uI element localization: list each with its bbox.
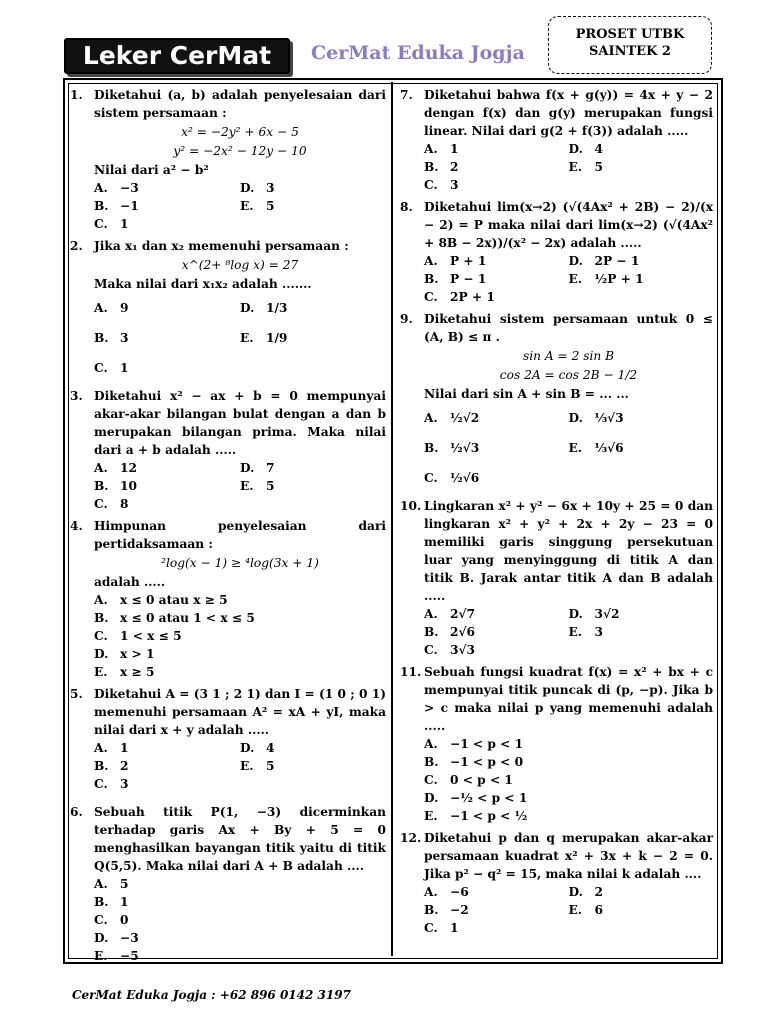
option-value: 3: [120, 331, 129, 345]
option-value: 6: [594, 903, 603, 917]
option-value: 2√7: [450, 607, 475, 621]
math-expression: cos 2A = cos 2B − 1/2: [499, 368, 638, 382]
math-expression: ²log(x − 1) ≥ ⁴log(3x + 1): [161, 556, 319, 570]
option-letter: E.: [240, 199, 254, 213]
option-value: 7: [266, 461, 275, 475]
question-body: [94, 803, 386, 965]
option-letter: A.: [94, 461, 108, 475]
option-letter: D.: [568, 254, 583, 268]
question-stem: Himpunan penyelesaian dari pertidaksamaan :: [94, 519, 386, 551]
question: [70, 685, 386, 793]
option-letter: C.: [424, 178, 438, 192]
question-body: [424, 663, 713, 825]
question-number: 11.: [400, 665, 422, 679]
option-value: 1: [120, 361, 129, 375]
option-value: 4: [594, 142, 603, 156]
answer-options: [424, 883, 713, 937]
option-letter: B.: [94, 331, 109, 345]
option-letter: B.: [424, 625, 439, 639]
question-stem: Jika x₁ dan x₂ memenuhi persamaan :: [94, 239, 349, 253]
column-divider: [391, 82, 393, 956]
question-prompt: Nilai dari a² − b²: [94, 163, 209, 177]
question-number: 12.: [400, 831, 422, 845]
answer-option[interactable]: [94, 353, 240, 383]
option-letter: E.: [568, 441, 583, 455]
option-letter: D.: [568, 885, 583, 899]
option-letter: D.: [568, 411, 583, 425]
exam-badge: [548, 16, 712, 74]
option-value: 1: [450, 142, 459, 156]
option-letter: E.: [568, 272, 583, 286]
question: [400, 663, 713, 825]
option-value: ½P + 1: [594, 272, 644, 286]
option-value: 1 < x ≤ 5: [120, 629, 182, 643]
left-column: [70, 86, 386, 967]
option-letter: A.: [424, 607, 438, 621]
option-value: 1/9: [266, 331, 288, 345]
answer-option[interactable]: [569, 901, 714, 919]
question-body: [94, 517, 386, 681]
option-value: x ≤ 0 atau 1 < x ≤ 5: [120, 611, 255, 625]
answer-option[interactable]: [94, 893, 386, 911]
math-expression: y² = −2x² − 12y − 10: [173, 144, 307, 158]
question-body: [94, 237, 386, 383]
option-letter: B.: [94, 199, 109, 213]
answer-option[interactable]: [94, 663, 386, 681]
option-letter: B.: [94, 479, 109, 493]
option-letter: C.: [94, 361, 108, 375]
option-value: x ≥ 5: [120, 665, 155, 679]
option-value: 1: [120, 217, 129, 231]
question: [400, 497, 713, 659]
answer-option[interactable]: [94, 215, 240, 233]
question-number: 9.: [400, 312, 413, 326]
option-letter: D.: [240, 181, 255, 195]
answer-option[interactable]: [94, 591, 386, 609]
question-stem: Diketahui (a, b) adalah penyelesaian dari sistem persamaan :: [94, 88, 386, 120]
question-stem: Diketahui lim(x→2) (√(4Ax² + 2B) − 2)/(x − 2) = P maka nilai dari lim(x→2) (√(4Ax² + 8B − 2x))/(x² − 2x) adalah .....: [424, 200, 713, 250]
footer-contact: CerMat Eduka Jogja : +62 896 0142 3197: [72, 988, 351, 1002]
answer-options: [94, 739, 386, 793]
option-letter: D.: [240, 741, 255, 755]
answer-option[interactable]: [424, 623, 569, 641]
option-letter: C.: [424, 290, 438, 304]
option-value: 1/3: [266, 301, 288, 315]
question-number: 6.: [70, 805, 83, 819]
question-stem: Diketahui A = (3 1 ; 2 1) dan I = (1 0 ; 0 1) memenuhi persamaan A² = xA + yI, maka nilai dari x + y adalah .....: [94, 687, 386, 737]
option-letter: A.: [424, 254, 438, 268]
answer-option[interactable]: [240, 293, 386, 323]
option-value: −5: [120, 949, 139, 963]
answer-option[interactable]: [424, 158, 569, 176]
answer-option[interactable]: [94, 477, 240, 495]
answer-options: [94, 293, 386, 383]
option-value: 3: [120, 777, 129, 791]
question-stem: Diketahui sistem persamaan untuk 0 ≤ (A, B) ≤ π .: [424, 312, 713, 344]
question: [70, 803, 386, 965]
option-value: 5: [120, 877, 129, 891]
answer-option[interactable]: [94, 775, 240, 793]
answer-option[interactable]: [424, 463, 569, 493]
option-value: 5: [266, 479, 275, 493]
answer-option[interactable]: [240, 197, 386, 215]
question-number: 5.: [70, 687, 83, 701]
question: [400, 86, 713, 194]
option-value: ½√3: [450, 441, 480, 455]
question: [400, 310, 713, 493]
question-prompt: adalah .....: [94, 575, 166, 589]
answer-option[interactable]: [569, 140, 714, 158]
option-value: 0 < p < 1: [450, 773, 513, 787]
badge-line-1: PROSET UTBK: [575, 27, 685, 42]
question-number: 3.: [70, 389, 83, 403]
answer-option[interactable]: [94, 645, 386, 663]
answer-option[interactable]: [94, 609, 386, 627]
option-letter: D.: [568, 142, 583, 156]
option-value: x ≤ 0 atau x ≥ 5: [120, 593, 228, 607]
badge-line-2: SAINTEK 2: [589, 44, 671, 59]
option-value: ½√6: [450, 471, 480, 485]
option-value: 10: [120, 479, 137, 493]
answer-option[interactable]: [240, 757, 386, 775]
question-body: [424, 497, 713, 659]
option-letter: D.: [240, 301, 255, 315]
option-letter: C.: [424, 773, 438, 787]
question-body: [424, 829, 713, 937]
answer-option[interactable]: [240, 179, 386, 197]
option-letter: D.: [568, 607, 583, 621]
option-letter: E.: [424, 809, 438, 823]
math-expression: sin A = 2 sin B: [522, 349, 615, 363]
option-letter: A.: [424, 411, 438, 425]
answer-option[interactable]: [569, 252, 714, 270]
question: [70, 237, 386, 383]
answer-option[interactable]: [94, 293, 240, 323]
option-letter: A.: [94, 593, 108, 607]
answer-option[interactable]: [424, 901, 569, 919]
option-letter: A.: [94, 741, 108, 755]
answer-option[interactable]: [240, 739, 386, 757]
answer-options: [424, 605, 713, 659]
answer-options: [94, 875, 386, 965]
option-value: ⅓√6: [594, 441, 624, 455]
answer-option[interactable]: [424, 753, 713, 771]
option-value: 2: [594, 885, 603, 899]
question-stem: Sebuah fungsi kuadrat f(x) = x² + bx + c mempunyai titik puncak di (p, −p). Jika b > c maka nilai p yang memenuhi adalah .....: [424, 665, 713, 733]
option-letter: E.: [94, 949, 108, 963]
option-letter: B.: [94, 895, 109, 909]
option-value: 2P − 1: [594, 254, 640, 268]
option-letter: A.: [94, 877, 108, 891]
option-letter: A.: [424, 737, 438, 751]
option-value: −6: [450, 885, 469, 899]
option-value: 3√3: [450, 643, 475, 657]
option-value: 1: [450, 921, 459, 935]
option-letter: D.: [94, 931, 109, 945]
option-value: 2√6: [450, 625, 475, 639]
answer-options: [424, 252, 713, 306]
question-number: 7.: [400, 88, 413, 102]
option-letter: B.: [94, 611, 109, 625]
answer-option[interactable]: [569, 158, 714, 176]
answer-option[interactable]: [94, 627, 386, 645]
question-number: 2.: [70, 239, 83, 253]
answer-options: [94, 179, 386, 233]
option-value: 1: [120, 741, 129, 755]
answer-option[interactable]: [94, 459, 240, 477]
answer-options: [424, 403, 713, 493]
question-number: 8.: [400, 200, 413, 214]
option-value: −1 < p < ½: [450, 809, 528, 823]
option-value: 4: [266, 741, 275, 755]
option-value: 12: [120, 461, 137, 475]
answer-option[interactable]: [240, 459, 386, 477]
option-value: 3: [594, 625, 603, 639]
right-column: [400, 86, 713, 939]
option-value: 3: [450, 178, 459, 192]
question-body: [94, 86, 386, 233]
question-body: [424, 86, 713, 194]
answer-option[interactable]: [94, 197, 240, 215]
option-value: 5: [594, 160, 603, 174]
question-number: 4.: [70, 519, 83, 533]
option-value: −3: [120, 181, 139, 195]
question-body: [424, 310, 713, 493]
option-value: 2: [450, 160, 459, 174]
option-value: −1 < p < 1: [450, 737, 524, 751]
answer-options: [424, 735, 713, 825]
option-value: P + 1: [450, 254, 487, 268]
question: [400, 198, 713, 306]
answer-option[interactable]: [424, 140, 569, 158]
option-letter: E.: [568, 625, 583, 639]
option-value: 2P + 1: [450, 290, 495, 304]
answer-option[interactable]: [424, 270, 569, 288]
answer-option[interactable]: [569, 623, 714, 641]
answer-option[interactable]: [424, 735, 713, 753]
option-value: 5: [266, 759, 275, 773]
question: [400, 829, 713, 937]
option-value: −1: [120, 199, 139, 213]
answer-options: [424, 140, 713, 194]
option-letter: C.: [94, 497, 108, 511]
question-stem: Sebuah titik P(1, −3) dicerminkan terhadap garis Ax + By + 5 = 0 menghasilkan bayangan titik yaitu di titik Q(5,5). Maka nilai dari A + B adalah ....: [94, 805, 386, 873]
option-letter: A.: [94, 301, 108, 315]
option-letter: E.: [568, 903, 583, 917]
option-value: −1 < p < 0: [450, 755, 524, 769]
brand-title: CerMat Eduka Jogja: [311, 42, 525, 64]
option-letter: B.: [424, 272, 439, 286]
answer-option[interactable]: [424, 919, 569, 937]
option-value: 3√2: [594, 607, 620, 621]
answer-option[interactable]: [240, 323, 386, 353]
option-value: −3: [120, 931, 139, 945]
answer-option[interactable]: [94, 947, 386, 965]
answer-option[interactable]: [94, 323, 240, 353]
option-letter: C.: [94, 777, 108, 791]
option-value: ⅓√3: [594, 411, 624, 425]
option-value: ½√2: [450, 411, 480, 425]
answer-option[interactable]: [424, 403, 569, 433]
option-letter: A.: [424, 885, 438, 899]
logo: Leker CerMat: [64, 38, 290, 74]
option-value: −½ < p < 1: [450, 791, 528, 805]
option-letter: B.: [424, 903, 439, 917]
question-stem: Diketahui bahwa f(x + g(y)) = 4x + y − 2 dengan f(x) dan g(y) merupakan fungsi linear. Nilai dari g(2 + f(3)) adalah .....: [424, 88, 713, 138]
option-letter: B.: [424, 755, 439, 769]
option-letter: E.: [240, 479, 254, 493]
option-value: 2: [120, 759, 129, 773]
option-letter: A.: [424, 142, 438, 156]
question-body: [94, 387, 386, 513]
answer-option[interactable]: [424, 605, 569, 623]
option-letter: B.: [94, 759, 109, 773]
option-letter: E.: [94, 665, 108, 679]
answer-option[interactable]: [94, 179, 240, 197]
option-value: 8: [120, 497, 129, 511]
option-letter: E.: [240, 759, 254, 773]
answer-option[interactable]: [94, 911, 386, 929]
answer-options: [94, 459, 386, 513]
question-number: 10.: [400, 499, 422, 513]
math-expression: x^(2+ ⁸log x) = 27: [181, 258, 299, 272]
answer-option[interactable]: [240, 477, 386, 495]
option-value: 9: [120, 301, 129, 315]
answer-option[interactable]: [424, 252, 569, 270]
question: [70, 517, 386, 681]
option-value: 0: [120, 913, 129, 927]
option-letter: D.: [424, 791, 439, 805]
question-body: [424, 198, 713, 306]
question-stem: Lingkaran x² + y² − 6x + 10y + 25 = 0 dan lingkaran x² + y² + 2x + 2y − 23 = 0 memiliki garis singgung persekutuan luar yang menyinggung di titik A dan titik B. Jarak antar titik A dan B adalah .....: [424, 499, 713, 603]
option-letter: C.: [94, 629, 108, 643]
question-stem: Diketahui x² − ax + b = 0 mempunyai akar-akar bilangan bulat dengan a dan b merupakan bilangan prima. Maka nilai dari a + b adalah .....: [94, 389, 386, 457]
option-letter: C.: [94, 217, 108, 231]
answer-option[interactable]: [424, 288, 569, 306]
question-stem: Diketahui p dan q merupakan akar-akar persamaan kuadrat x² + 3x + k − 2 = 0. Jika p² − q² = 15, maka nilai k adalah ....: [424, 831, 713, 881]
answer-option[interactable]: [424, 807, 713, 825]
answer-option[interactable]: [94, 929, 386, 947]
option-letter: D.: [94, 647, 109, 661]
answer-option[interactable]: [94, 757, 240, 775]
option-letter: C.: [424, 643, 438, 657]
answer-option[interactable]: [424, 176, 569, 194]
answer-option[interactable]: [569, 403, 714, 433]
option-value: 3: [266, 181, 275, 195]
question-prompt: Nilai dari sin A + sin B = ... ...: [424, 387, 629, 401]
answer-option[interactable]: [424, 641, 569, 659]
question: [70, 86, 386, 233]
answer-option[interactable]: [569, 605, 714, 623]
math-expression: x² = −2y² + 6x − 5: [181, 125, 299, 139]
question-prompt: Maka nilai dari x₁x₂ adalah .......: [94, 277, 312, 291]
option-letter: C.: [424, 921, 438, 935]
option-value: 1: [120, 895, 129, 909]
answer-option[interactable]: [569, 883, 714, 901]
question: [70, 387, 386, 513]
option-letter: B.: [424, 160, 439, 174]
answer-option[interactable]: [569, 270, 714, 288]
option-value: P − 1: [450, 272, 487, 286]
option-value: −2: [450, 903, 469, 917]
answer-option[interactable]: [424, 883, 569, 901]
answer-options: [94, 591, 386, 681]
option-letter: A.: [94, 181, 108, 195]
option-letter: D.: [240, 461, 255, 475]
option-value: x > 1: [120, 647, 155, 661]
answer-option[interactable]: [424, 771, 713, 789]
option-letter: B.: [424, 441, 439, 455]
option-value: 5: [266, 199, 275, 213]
answer-option[interactable]: [94, 495, 240, 513]
answer-option[interactable]: [569, 433, 714, 463]
option-letter: E.: [240, 331, 254, 345]
option-letter: E.: [568, 160, 583, 174]
answer-option[interactable]: [424, 789, 713, 807]
question-body: [94, 685, 386, 793]
option-letter: C.: [424, 471, 438, 485]
answer-option[interactable]: [94, 875, 386, 893]
option-letter: C.: [94, 913, 108, 927]
answer-option[interactable]: [94, 739, 240, 757]
answer-option[interactable]: [424, 433, 569, 463]
question-number: 1.: [70, 88, 83, 102]
